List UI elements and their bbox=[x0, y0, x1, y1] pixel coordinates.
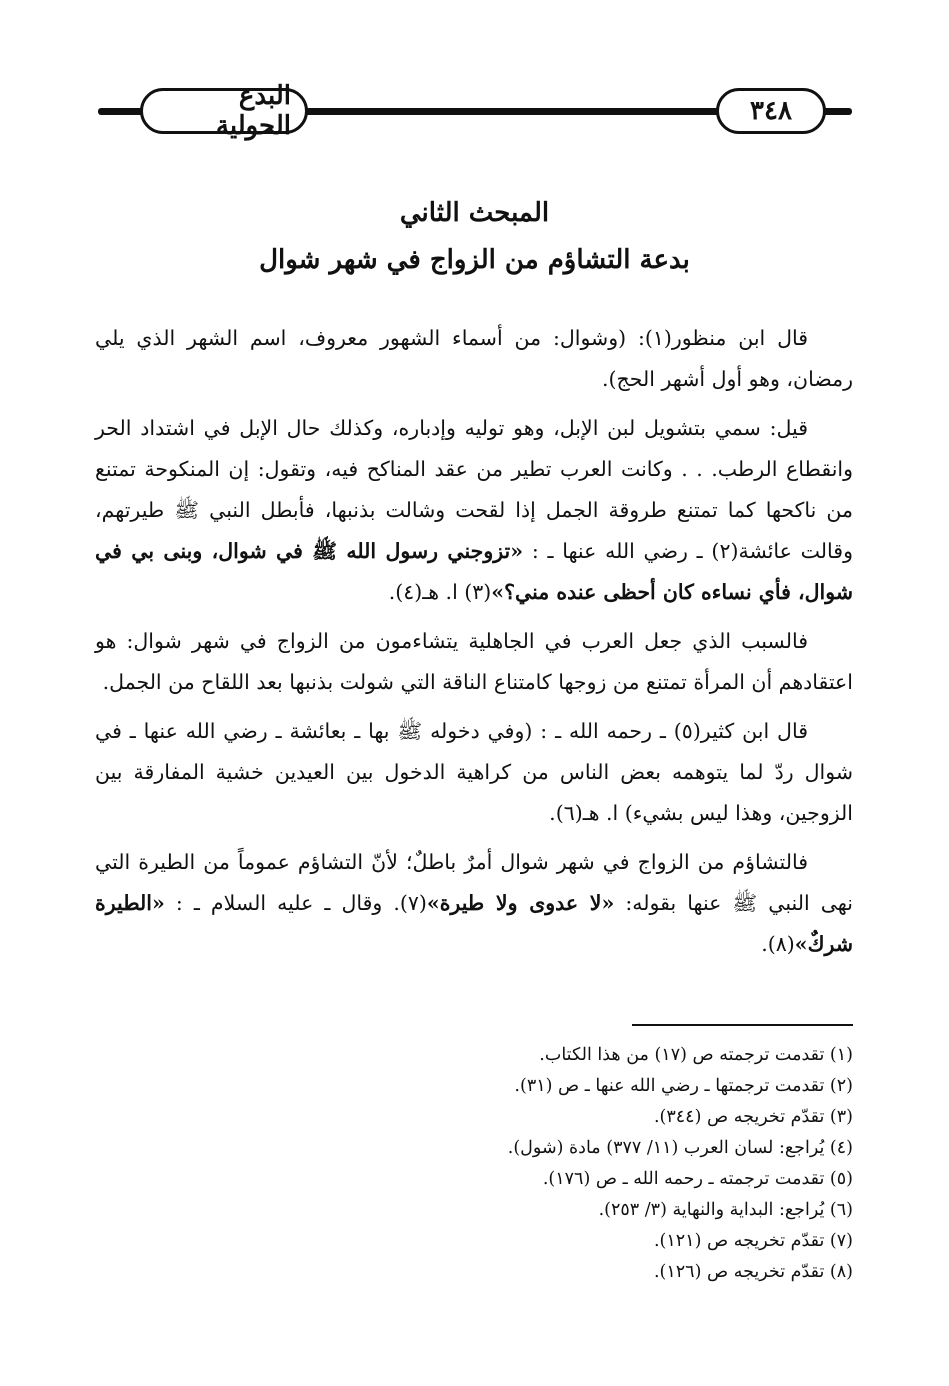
footnote: (٦) يُراجع: البداية والنهاية (٣/ ٢٥٣). bbox=[598, 1200, 853, 1220]
body-text bbox=[95, 318, 853, 973]
section-heading: المبحث الثاني bbox=[399, 198, 550, 228]
page-header bbox=[0, 0, 949, 150]
hadith-quote: «تزوجني رسول الله ﷺ في شوال، وبنى بي في شوال، فأي نساءه كان أحظى عنده مني؟» bbox=[95, 539, 853, 604]
footnote-refs: (٨). bbox=[761, 932, 795, 956]
footnote: (٧) تقدّم تخريجه ص (١٢١). bbox=[653, 1231, 853, 1251]
footnote: (٨) تقدّم تخريجه ص (١٢٦). bbox=[653, 1262, 853, 1282]
paragraph-4 bbox=[95, 711, 853, 834]
paragraph-text: قال ابن منظور(١): (وشوال: من أسماء الشهور معروف، اسم الشهر الذي يلي رمضان، وهو أول أشهر الحج). bbox=[95, 326, 853, 391]
paragraph-5 bbox=[95, 842, 853, 965]
paragraph-text: فالتشاؤم من الزواج في شهر شوال أمرٌ باطلٌ؛ لأنّ التشاؤم عموماً من الطيرة التي نهى النبي ﷺ عنها بقوله: bbox=[95, 850, 853, 915]
running-title: البدع الحولية bbox=[140, 88, 308, 134]
page-number: ٣٤٨ bbox=[716, 88, 826, 134]
footnote: (٥) تقدمت ترجمته ـ رحمه الله ـ ص (١٧٦). bbox=[542, 1169, 853, 1189]
section-subheading: بدعة التشاؤم من الزواج في شهر شوال bbox=[259, 245, 690, 275]
paragraph-text: فالسبب الذي جعل العرب في الجاهلية يتشاءمون من الزواج في شهر شوال: هو اعتقادهم أن المرأة تمتنع من زوجها كامتناع الناقة التي شولت بذنبها بعد اللقاح من الجمل. bbox=[95, 629, 853, 694]
footnotes bbox=[133, 1040, 853, 1288]
footnote: (١) تقدمت ترجمته ص (١٧) من هذا الكتاب. bbox=[539, 1045, 853, 1065]
paragraph-1 bbox=[95, 318, 853, 400]
paragraph-text: قال ابن كثير(٥) ـ رحمه الله ـ : (وفي دخوله ﷺ بها ـ بعائشة ـ رضي الله عنها ـ في شوال ردّ لما يتوهمه بعض الناس من كراهية الدخول بين العيدين خشية المفارقة بين الزوجين، وهذا ليس بشيء) ا. هـ(٦). bbox=[95, 719, 853, 825]
paragraph-text: قيل: سمي بتشويل لبن الإبل، وهو توليه وإدباره، وكذلك حال الإبل في اشتداد الحر وانقطاع الرطب. . . وكانت العرب تطير من عقد المناكح فيه، وتقول: إن المنكوحة تمتنع من ناكحها كما تمتنع طروقة الجمل إذا لقحت وشالت بذنبها، فأبطل النبي ﷺ طيرتهم، وقالت عائشة(٢) ـ رضي الله عنها ـ : bbox=[95, 416, 853, 563]
paragraph-2 bbox=[95, 408, 853, 613]
paragraph-3 bbox=[95, 621, 853, 703]
footnote-refs: (٣) ا. هـ(٤). bbox=[388, 580, 492, 604]
hadith-quote: «الطيرة شركٌ» bbox=[95, 891, 853, 956]
footnote-separator bbox=[632, 1024, 853, 1026]
hadith-quote: «لا عدوى ولا طيرة» bbox=[426, 891, 615, 915]
paragraph-text: (٧). وقال ـ عليه السلام ـ : bbox=[175, 891, 427, 915]
footnote: (٢) تقدمت ترجمتها ـ رضي الله عنها ـ ص (٣١). bbox=[514, 1076, 853, 1096]
footnote: (٤) يُراجع: لسان العرب (١١/ ٣٧٧) مادة (شول). bbox=[507, 1138, 853, 1158]
footnote: (٣) تقدّم تخريجه ص (٣٤٤). bbox=[653, 1107, 853, 1127]
